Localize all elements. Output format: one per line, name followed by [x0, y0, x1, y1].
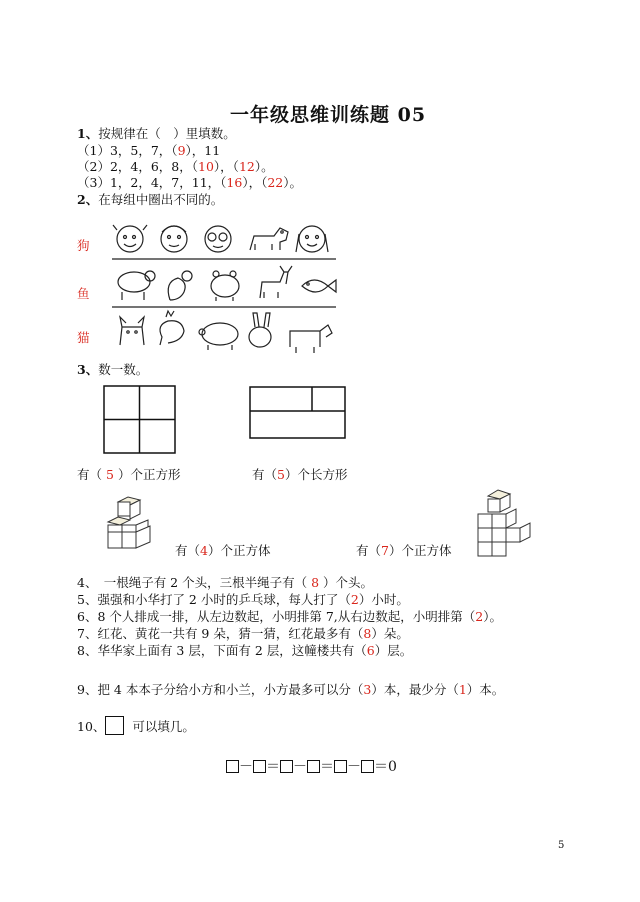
- sheep-icon: [118, 271, 155, 300]
- rectangle-figure: [248, 385, 348, 441]
- answer-2-row-1: 狗: [77, 238, 90, 253]
- blank-box-icon: [105, 716, 124, 735]
- equation-box-3[interactable]: [280, 760, 293, 773]
- question-1-line-1: （1）3，5，7，（9），11: [77, 143, 221, 158]
- squirrel-icon: [168, 271, 192, 300]
- equation-box-5[interactable]: [334, 760, 347, 773]
- girl-face-2-icon: [296, 226, 328, 252]
- page-title: 一年级思维训练题 05: [230, 104, 427, 126]
- answer-3-squares: 有（ 5 ）个正方形: [77, 467, 181, 482]
- cube-stack-7-figure: [474, 488, 534, 560]
- question-1-line-2: （2）2，4，6，8，（10），（12）。: [77, 159, 274, 174]
- fish-icon: [302, 280, 336, 292]
- page-number: 5: [558, 840, 565, 851]
- boy-face-icon: [161, 226, 187, 252]
- answer-3-rectangles: 有（5）个长方形: [252, 467, 348, 482]
- question-10: 10、 可以填几。: [77, 716, 195, 735]
- animal-pictures: [112, 212, 337, 357]
- question-1-number: 1、: [77, 126, 99, 141]
- deer-icon: [260, 266, 292, 298]
- equation-box-2[interactable]: [253, 760, 266, 773]
- equation-box-4[interactable]: [307, 760, 320, 773]
- answer-1-3a: 16: [226, 175, 243, 190]
- equation-box-6[interactable]: [361, 760, 374, 773]
- rooster-icon: [160, 311, 184, 345]
- pig-icon: [199, 323, 238, 350]
- bear-icon: [211, 271, 239, 301]
- girl-face-icon: [113, 225, 147, 252]
- question-6: 6、8 个人排成一排，从左边数起，小明排第 7,从右边数起，小明排第（2）。: [77, 609, 502, 624]
- equation-result: 0: [388, 759, 397, 775]
- answer-1-1: 9: [177, 143, 186, 158]
- question-1-heading: [77, 126, 236, 142]
- answer-2-row-3: 猫: [77, 330, 90, 345]
- equation-box-1[interactable]: [226, 760, 239, 773]
- question-8: 8、华华家上面有 3 层，下面有 2 层，这幢楼共有（6）层。: [77, 643, 413, 658]
- answer-2-row-2: 鱼: [77, 286, 90, 301]
- question-9: 9、把 4 本本子分给小方和小兰，小方最多可以分（3）本，最少分（1）本。: [77, 682, 505, 697]
- cube-stack-4-figure: [104, 496, 160, 554]
- answer-3-cubes-2: 有（7）个正方体: [356, 543, 452, 558]
- question-2-heading: 2、在每组中圈出不同的。: [77, 192, 224, 207]
- answer-1-2b: 12: [238, 159, 255, 174]
- rabbit-icon: [249, 313, 271, 347]
- glasses-face-icon: [205, 226, 231, 252]
- answer-3-cubes-1: 有（4）个正方体: [175, 543, 271, 558]
- question-1-line-3: （3）1，2，4，7，11，（16），（22）。: [77, 175, 303, 190]
- dog-icon: [250, 228, 288, 250]
- answer-1-2a: 10: [198, 159, 214, 174]
- cow-icon: [290, 325, 332, 353]
- answer-1-3b: 22: [267, 175, 284, 190]
- question-3-heading: 3、数一数。: [77, 362, 149, 377]
- cat-icon: [120, 317, 144, 345]
- question-1-text: 按规律在（ ）里填数。: [98, 126, 236, 141]
- equation: － ＝ － ＝ － ＝0: [226, 758, 397, 776]
- question-5: 5、强强和小华打了 2 小时的乒乓球，每人打了（2）小时。: [77, 592, 409, 607]
- square-grid-figure: [102, 384, 178, 456]
- question-7: 7、红花、黄花一共有 9 朵，猜一猜，红花最多有（8）朵。: [77, 626, 409, 641]
- question-4: 4、 一根绳子有 2 个头，三根半绳子有（ 8 ）个头。: [77, 575, 374, 590]
